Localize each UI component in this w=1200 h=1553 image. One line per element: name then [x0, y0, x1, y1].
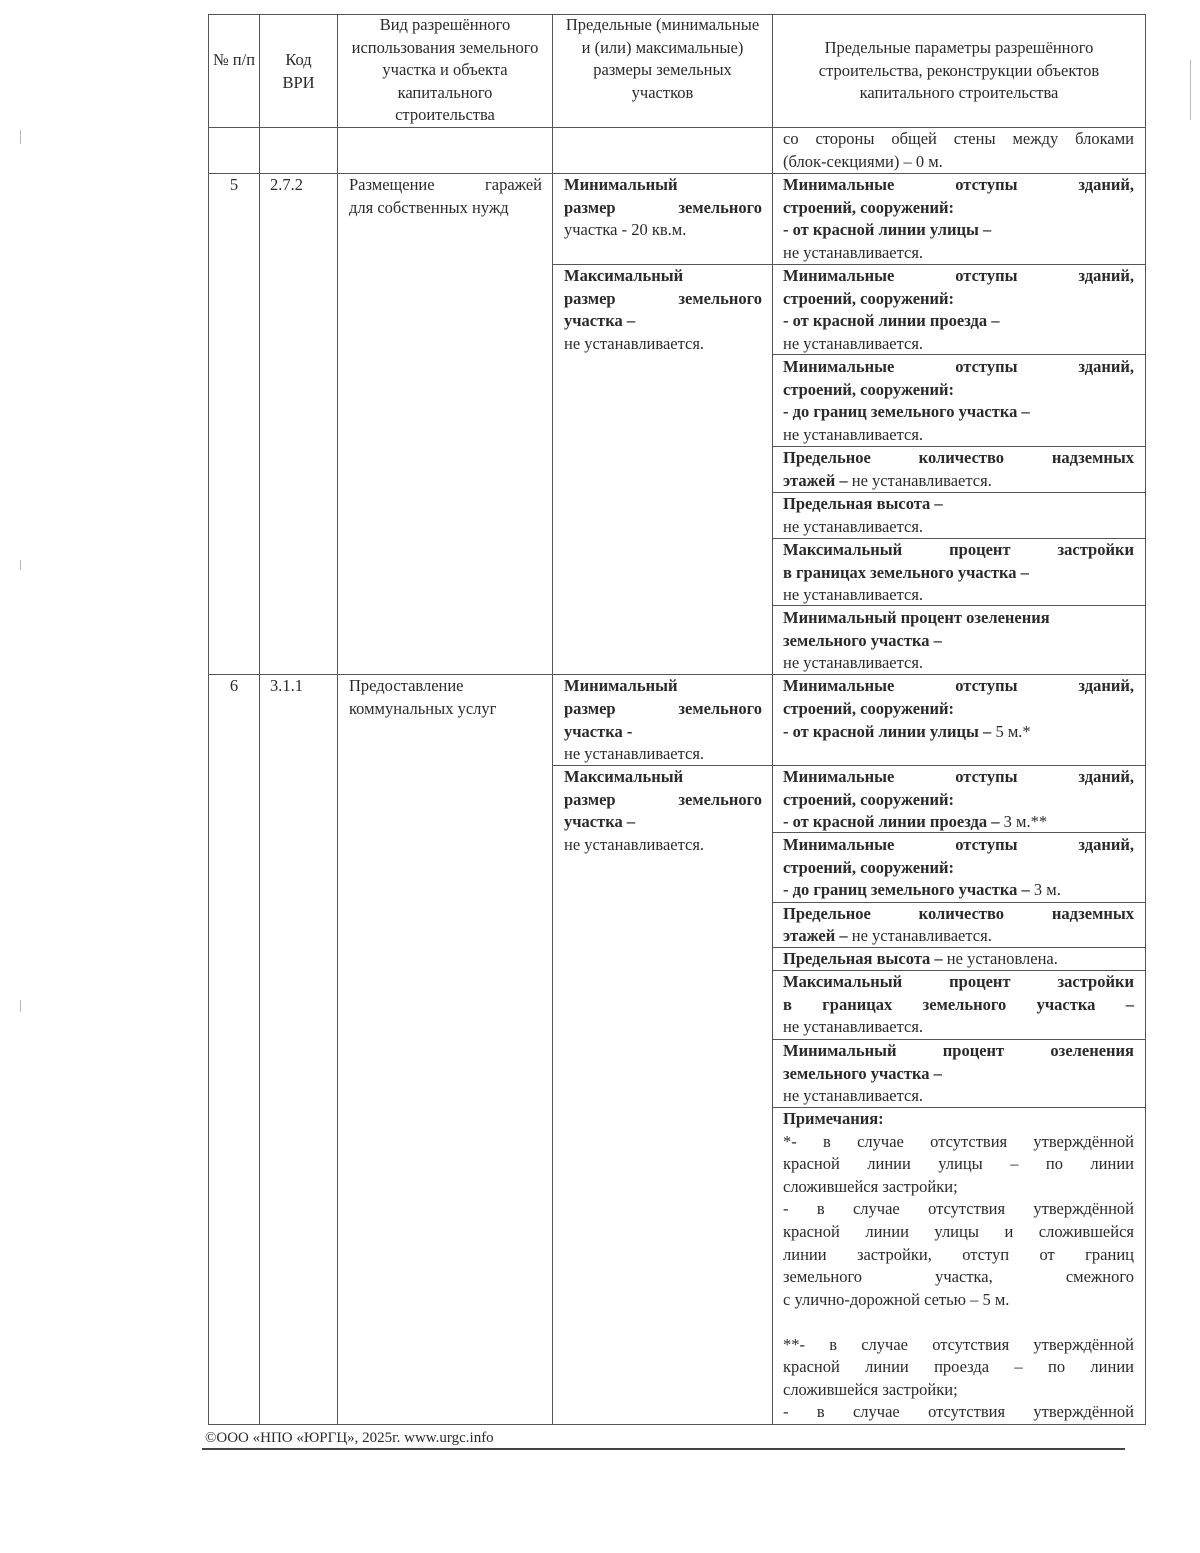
row5-min-size-line: размер земельного [564, 198, 762, 217]
row6-param-line: Минимальные отступы зданий, [783, 676, 1134, 695]
row6-min-size-line: Минимальный [564, 676, 678, 695]
row5-param-line: строений, сооружений: [783, 198, 955, 217]
row5-param-line: Предельная высота – [783, 494, 943, 513]
row5-param-line: Максимальный процент застройки [783, 540, 1134, 559]
row5-use-line: для собственных нужд [349, 198, 509, 217]
notes-title: Примечания: [783, 1109, 884, 1128]
note-line: - в случае отсутствия утверждённой [783, 1199, 1134, 1218]
row6-max-size-line: Максимальный [564, 767, 684, 786]
row6-param-line [783, 811, 1047, 834]
header-parameters: Предельные параметры разрешённого строительства, реконструкции объектов капитального строительства [818, 38, 1100, 102]
scan-mark [20, 1000, 21, 1012]
row6-param-value: 3 м. [1029, 880, 1061, 899]
row6-param-value: 5 м.* [991, 722, 1031, 741]
row6-param-label: - до границ земельного участка – [783, 880, 1030, 899]
row5-param-line: не устанавливается. [783, 334, 924, 353]
row5-param-line: - от красной линии улицы – [783, 220, 992, 239]
note-line: красной линии проезда – по линии [783, 1357, 1134, 1376]
column-divider [259, 14, 260, 1425]
row6-code: 3.1.1 [270, 676, 303, 695]
row5-code: 2.7.2 [270, 175, 303, 194]
row5-param-line [783, 470, 992, 493]
footer-rule [202, 1448, 1125, 1450]
table-border-bottom [208, 1424, 1146, 1425]
row5-param-line: строений, сооружений: [783, 380, 955, 399]
row6-param-line [783, 948, 1058, 971]
row6-param-line: Минимальный процент озеленения [783, 1041, 1134, 1060]
header-plot-sizes: Предельные (минимальные и (или) максимальные) размеры земельных участков [565, 15, 760, 102]
note-line: *- в случае отсутствия утверждённой [783, 1132, 1134, 1151]
row6-param-line: не устанавливается. [783, 1086, 924, 1105]
row6-min-size-line: участка - [564, 722, 633, 741]
row6-param-label: - от красной линии улицы – [783, 722, 992, 741]
row5-param-line: Предельное количество надземных [783, 448, 1134, 467]
row5-max-size-line: размер земельного [564, 289, 762, 308]
page-footer: ©ООО «НПО «ЮРГЦ», 2025г. www.urgc.info [205, 1430, 494, 1446]
column-divider [337, 14, 338, 1425]
row5-param-line: Минимальные отступы зданий, [783, 266, 1134, 285]
header-use-type: Вид разрешённого использования земельного участка и объекта капитального строительства [351, 15, 539, 124]
row6-param-line: земельного участка – [783, 1064, 942, 1083]
row5-param-value: не устанавливается. [847, 471, 992, 490]
table-border-left [208, 14, 209, 1425]
row6-min-size-line: размер земельного [564, 699, 762, 718]
column-divider [552, 14, 553, 1425]
row6-min-size-line: не устанавливается. [564, 744, 705, 763]
row6-param-label: Предельная высота – [783, 949, 943, 968]
note-line: красной линии улицы и сложившейся [783, 1222, 1134, 1241]
row5-param-line: Минимальный процент озеленения [783, 608, 1050, 627]
row6-param-line: строений, сооружений: [783, 790, 955, 809]
row5-param-line: в границах земельного участка – [783, 563, 1029, 582]
note-line: красной линии улицы – по линии [783, 1154, 1134, 1173]
header-code: Код ВРИ [282, 50, 315, 92]
row6-param-value: не устанавливается. [847, 926, 992, 945]
row6-use-line: коммунальных услуг [349, 699, 497, 718]
row6-param-line: Минимальные отступы зданий, [783, 835, 1134, 854]
header-num: № п/п [212, 50, 256, 69]
row6-max-size-line: не устанавливается. [564, 835, 705, 854]
row5-param-label: этажей – [783, 471, 848, 490]
note-line: **- в случае отсутствия утверждённой [783, 1335, 1134, 1354]
scan-mark [20, 560, 21, 570]
row6-param-line: Минимальные отступы зданий, [783, 767, 1134, 786]
row5-param-line: строений, сооружений: [783, 289, 955, 308]
row6-use-line: Предоставление [349, 676, 464, 695]
row5-min-size-line: участка - 20 кв.м. [564, 220, 687, 239]
row6-number: 6 [229, 676, 239, 695]
scan-mark [1190, 60, 1191, 120]
note-line: земельного участка, смежного [783, 1267, 1134, 1286]
row6-param-line [783, 879, 1061, 902]
continuation-line: (блок-секциями) – 0 м. [783, 152, 943, 171]
row5-param-line: не устанавливается. [783, 585, 924, 604]
row5-max-size-line: не устанавливается. [564, 334, 705, 353]
row5-param-line: земельного участка – [783, 631, 942, 650]
note-line: с улично-дорожной сетью – 5 м. [783, 1290, 1010, 1309]
row5-param-line: Минимальные отступы зданий, [783, 175, 1134, 194]
row6-param-line [783, 721, 1031, 744]
row5-number: 5 [229, 175, 239, 194]
column-divider [772, 14, 773, 1425]
row6-param-line: в границах земельного участка – [783, 995, 1134, 1014]
row5-param-line: Минимальные отступы зданий, [783, 357, 1134, 376]
row5-param-line: не устанавливается. [783, 653, 924, 672]
row6-param-label: этажей – [783, 926, 848, 945]
row6-param-line: Предельное количество надземных [783, 904, 1134, 923]
row5-min-size-line: Минимальный [564, 175, 678, 194]
row5-param-line: не устанавливается. [783, 243, 924, 262]
row6-param-line [783, 925, 992, 948]
row6-param-line: строений, сооружений: [783, 699, 955, 718]
continuation-line: со стороны общей стены между блоками [783, 129, 1134, 148]
row6-param-label: - от красной линии проезда – [783, 812, 1000, 831]
row5-param-line: не устанавливается. [783, 517, 924, 536]
row6-param-line: не устанавливается. [783, 1017, 924, 1036]
row6-max-size-line: участка – [564, 812, 636, 831]
row6-param-value: 3 м.** [999, 812, 1048, 831]
row5-use-line: Размещение гаражей [349, 175, 542, 194]
row6-param-value: не установлена. [942, 949, 1058, 968]
note-line: - в случае отсутствия утверждённой [783, 1402, 1134, 1421]
row6-param-line: строений, сооружений: [783, 858, 955, 877]
note-line: линии застройки, отступ от границ [783, 1245, 1134, 1264]
row6-param-line: Максимальный процент застройки [783, 972, 1134, 991]
row5-param-line: не устанавливается. [783, 425, 924, 444]
row5-max-size-line: Максимальный [564, 266, 684, 285]
row6-max-size-line: размер земельного [564, 790, 762, 809]
row5-param-line: - от красной линии проезда – [783, 311, 1000, 330]
row5-max-size-line: участка – [564, 311, 636, 330]
row5-param-line: - до границ земельного участка – [783, 402, 1030, 421]
note-line: сложившейся застройки; [783, 1177, 958, 1196]
note-line: сложившейся застройки; [783, 1380, 958, 1399]
table-border-right [1145, 14, 1146, 1425]
scan-mark [20, 130, 21, 144]
